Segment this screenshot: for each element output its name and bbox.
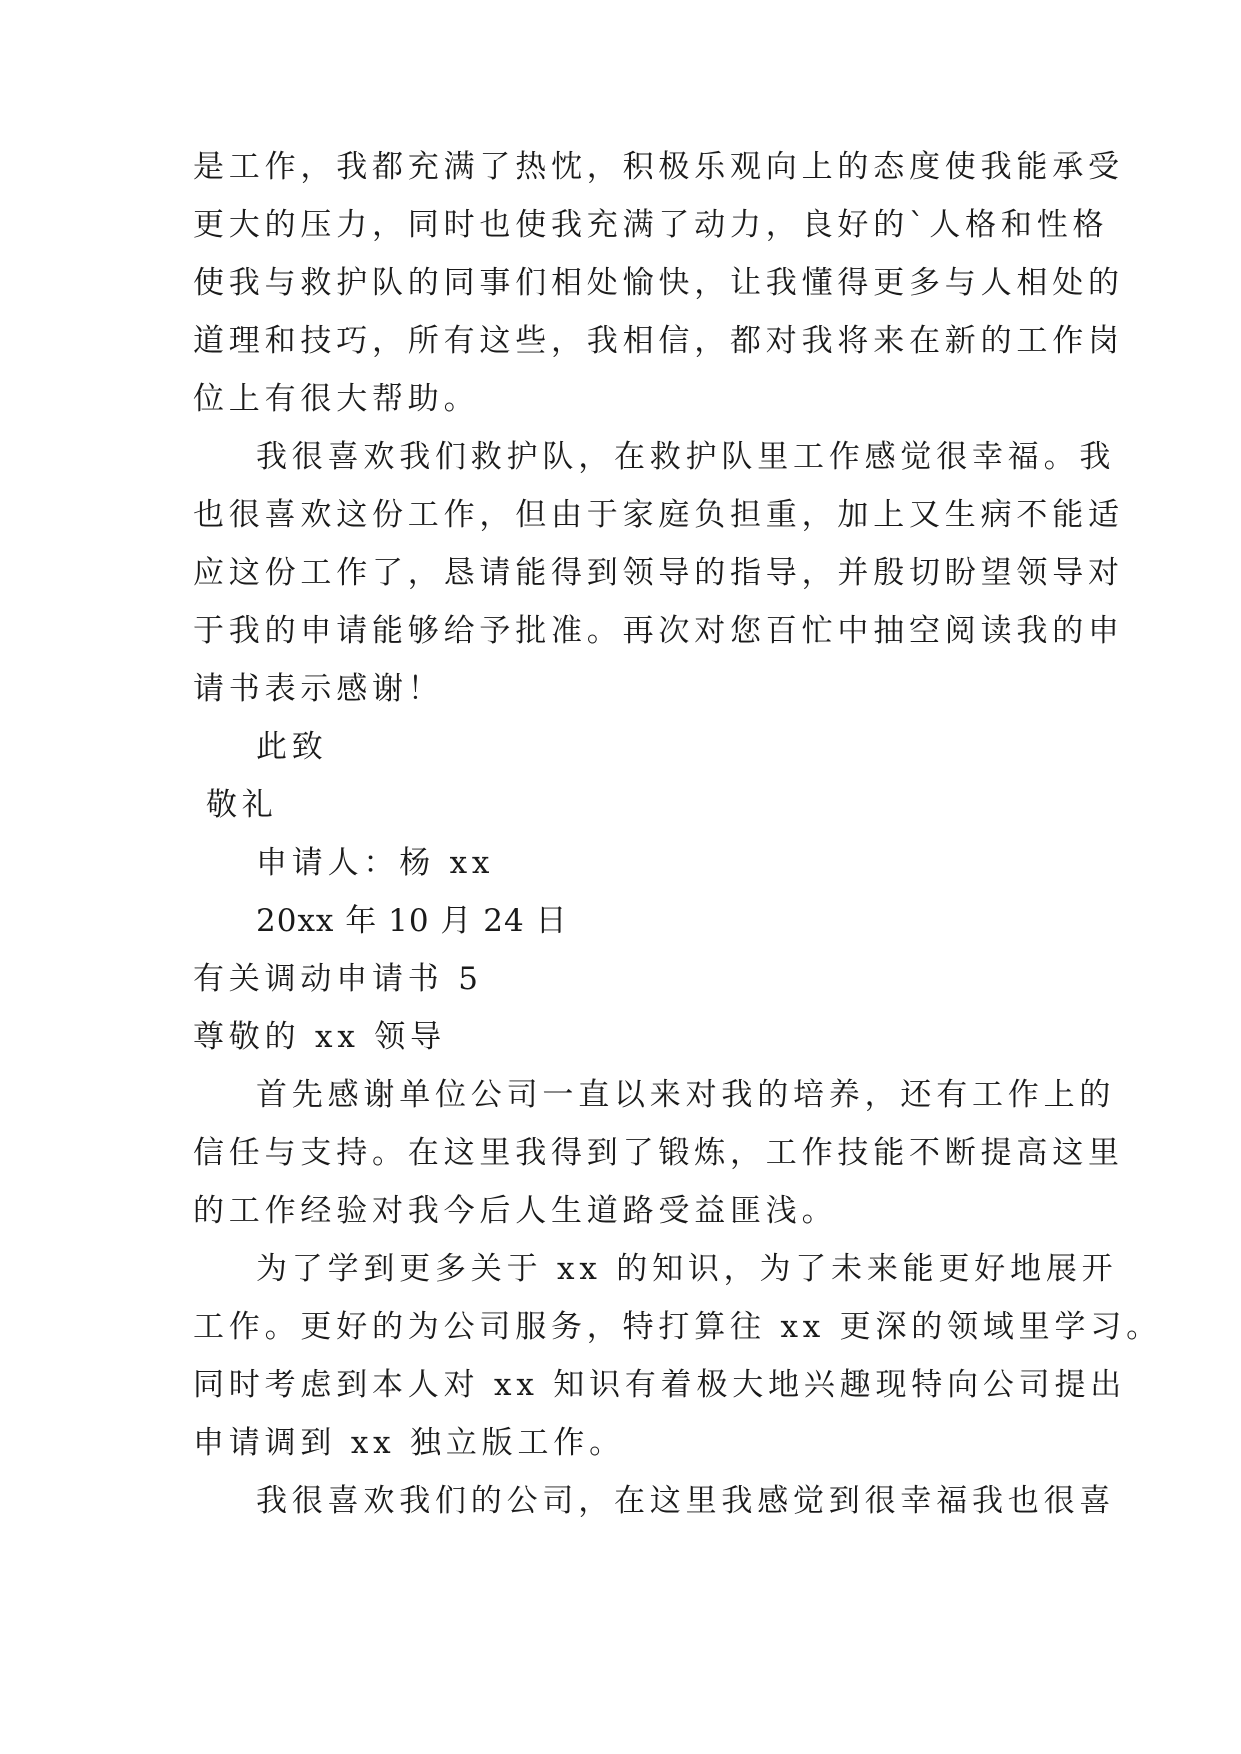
paragraph-first-line: 我很喜欢我们的公司，在这里我感觉到很幸福我也很喜	[256, 1483, 1116, 1519]
body-line: 应这份工作了，恳请能得到领导的指导，并殷切盼望领导对	[193, 555, 1124, 591]
letter-date: 20xx 年 10 月 24 日	[256, 903, 568, 939]
closing-regards: 敬礼	[206, 787, 278, 823]
body-line: 工作。更好的为公司服务，特打算往 xx 更深的领域里学习。	[193, 1309, 1162, 1345]
body-line: 道理和技巧，所有这些，我相信，都对我将来在新的工作岗	[193, 323, 1124, 359]
applicant-signature: 申请人：杨 xx	[256, 845, 495, 881]
body-line: 更大的压力，同时也使我充满了动力，良好的`人格和性格	[193, 207, 1109, 243]
body-line: 的工作经验对我今后人生道路受益匪浅。	[193, 1193, 838, 1229]
body-line: 同时考虑到本人对 xx 知识有着极大地兴趣现特向公司提出	[193, 1367, 1127, 1403]
body-line: 也很喜欢这份工作，但由于家庭负担重，加上又生病不能适	[193, 497, 1124, 533]
body-line: 于我的申请能够给予批准。再次对您百忙中抽空阅读我的申	[193, 613, 1124, 649]
body-line: 信任与支持。在这里我得到了锻炼，工作技能不断提高这里	[193, 1135, 1124, 1171]
section-title: 有关调动申请书 5	[193, 961, 483, 997]
body-line: 位上有很大帮助。	[193, 381, 480, 417]
body-line: 请书表示感谢！	[193, 671, 444, 707]
closing-salutation: 此致	[256, 729, 328, 765]
paragraph-first-line: 为了学到更多关于 xx 的知识，为了未来能更好地展开	[256, 1251, 1118, 1287]
paragraph-first-line: 首先感谢单位公司一直以来对我的培养，还有工作上的	[256, 1077, 1116, 1113]
body-line: 使我与救护队的同事们相处愉快，让我懂得更多与人相处的	[193, 265, 1124, 301]
body-line: 申请调到 xx 独立版工作。	[193, 1425, 625, 1461]
body-line: 是工作，我都充满了热忱，积极乐观向上的态度使我能承受	[193, 149, 1124, 185]
paragraph-first-line: 我很喜欢我们救护队，在救护队里工作感觉很幸福。我	[256, 439, 1116, 475]
letter-greeting: 尊敬的 xx 领导	[193, 1019, 446, 1055]
